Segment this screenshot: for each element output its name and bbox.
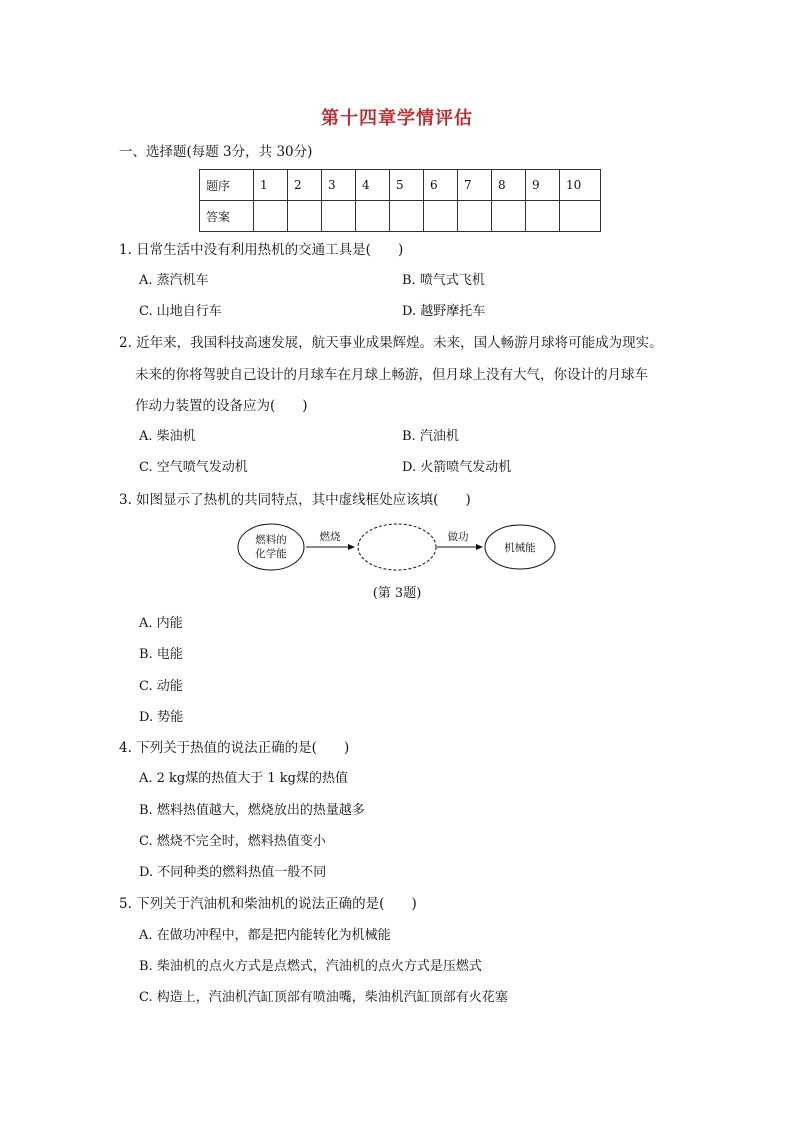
- answer-cell[interactable]: [356, 201, 390, 232]
- question-number-cell: 1: [254, 170, 288, 201]
- answer-cell[interactable]: [254, 201, 288, 232]
- answer-cell[interactable]: [526, 201, 560, 232]
- question-4-option-b[interactable]: B. 燃料热值越大，燃烧放出的热量越多: [139, 803, 365, 818]
- chemical-energy-label-line-1: 燃料的: [255, 534, 287, 546]
- answer-cell[interactable]: [322, 201, 356, 232]
- table-row-label: 题序: [200, 170, 254, 201]
- table-row-label: 答案: [200, 201, 254, 232]
- answer-cell[interactable]: [390, 201, 424, 232]
- mechanical-energy-label: 机械能: [504, 542, 536, 554]
- question-2-option-c[interactable]: C. 空气喷气发动机: [139, 460, 248, 475]
- question-number-cell: 2: [288, 170, 322, 201]
- question-2-option-b[interactable]: B. 汽油机: [402, 429, 459, 444]
- question-3-option-c[interactable]: C. 动能: [139, 679, 183, 694]
- question-3-option-b[interactable]: B. 电能: [139, 647, 183, 662]
- question-3-option-a[interactable]: A. 内能: [139, 616, 183, 631]
- energy-flow-diagram: [236, 520, 558, 574]
- question-3-stem: 3. 如图显示了热机的共同特点，其中虚线框处应该填( ): [119, 492, 471, 508]
- question-2-option-d[interactable]: D. 火箭喷气发动机: [402, 460, 512, 475]
- question-4-option-a[interactable]: A. 2 kg煤的热值大于 1 kg煤的热值: [139, 771, 348, 786]
- question-1-option-c[interactable]: C. 山地自行车: [139, 304, 222, 319]
- chemical-energy-node: [238, 524, 304, 570]
- page-title: 第十四章学情评估: [321, 108, 473, 129]
- answer-cell[interactable]: [492, 201, 526, 232]
- question-number-cell: 6: [424, 170, 458, 201]
- answer-cell[interactable]: [288, 201, 322, 232]
- answer-table-answer-row: [200, 201, 601, 232]
- question-2-stem-line-3: 作动力装置的设备应为( ): [135, 398, 308, 414]
- answer-table: [199, 169, 601, 232]
- question-number-cell: 5: [390, 170, 424, 201]
- question-number-cell: 8: [492, 170, 526, 201]
- question-1-option-a[interactable]: A. 蒸汽机车: [139, 273, 209, 288]
- answer-table-number-row: [200, 170, 601, 201]
- question-2-stem-line-1: 2. 近年来，我国科技高速发展，航天事业成果辉煌。未来，国人畅游月球将可能成为现实。: [119, 335, 663, 351]
- question-5-option-c[interactable]: C. 构造上，汽油机汽缸顶部有喷油嘴，柴油机汽缸顶部有火花塞: [139, 990, 508, 1005]
- question-1-option-d[interactable]: D. 越野摩托车: [402, 304, 486, 319]
- question-number-cell: 4: [356, 170, 390, 201]
- blank-energy-node: [358, 524, 436, 570]
- question-number-cell: 9: [526, 170, 560, 201]
- section-heading: 一、选择题(每题 3分，共 30分): [119, 144, 313, 160]
- answer-cell[interactable]: [458, 201, 492, 232]
- question-number-cell: 3: [322, 170, 356, 201]
- answer-cell[interactable]: [560, 201, 601, 232]
- question-4-stem: 4. 下列关于热值的说法正确的是( ): [119, 740, 350, 756]
- question-number-cell: 10: [560, 170, 601, 201]
- figure-caption: (第 3题): [372, 586, 422, 601]
- answer-cell[interactable]: [424, 201, 458, 232]
- question-2-option-a[interactable]: A. 柴油机: [139, 429, 196, 444]
- question-5-option-a[interactable]: A. 在做功冲程中，都是把内能转化为机械能: [139, 928, 391, 943]
- question-5-option-b[interactable]: B. 柴油机的点火方式是点燃式，汽油机的点火方式是压燃式: [139, 959, 482, 974]
- chemical-energy-label-line-2: 化学能: [255, 548, 287, 560]
- question-1-stem: 1. 日常生活中没有利用热机的交通工具是( ): [119, 242, 404, 258]
- combustion-label: 燃烧: [319, 531, 341, 543]
- question-3-option-d[interactable]: D. 势能: [139, 710, 184, 725]
- question-number-cell: 7: [458, 170, 492, 201]
- question-2-stem-line-2: 未来的你将驾驶自己设计的月球车在月球上畅游，但月球上没有大气，你设计的月球车: [135, 367, 648, 383]
- question-4-option-d[interactable]: D. 不同种类的燃料热值一般不同: [139, 865, 327, 880]
- question-5-stem: 5. 下列关于汽油机和柴油机的说法正确的是( ): [119, 896, 417, 912]
- question-4-option-c[interactable]: C. 燃烧不完全时，燃料热值变小: [139, 834, 326, 849]
- question-1-option-b[interactable]: B. 喷气式飞机: [402, 273, 485, 288]
- work-label: 做功: [447, 531, 469, 543]
